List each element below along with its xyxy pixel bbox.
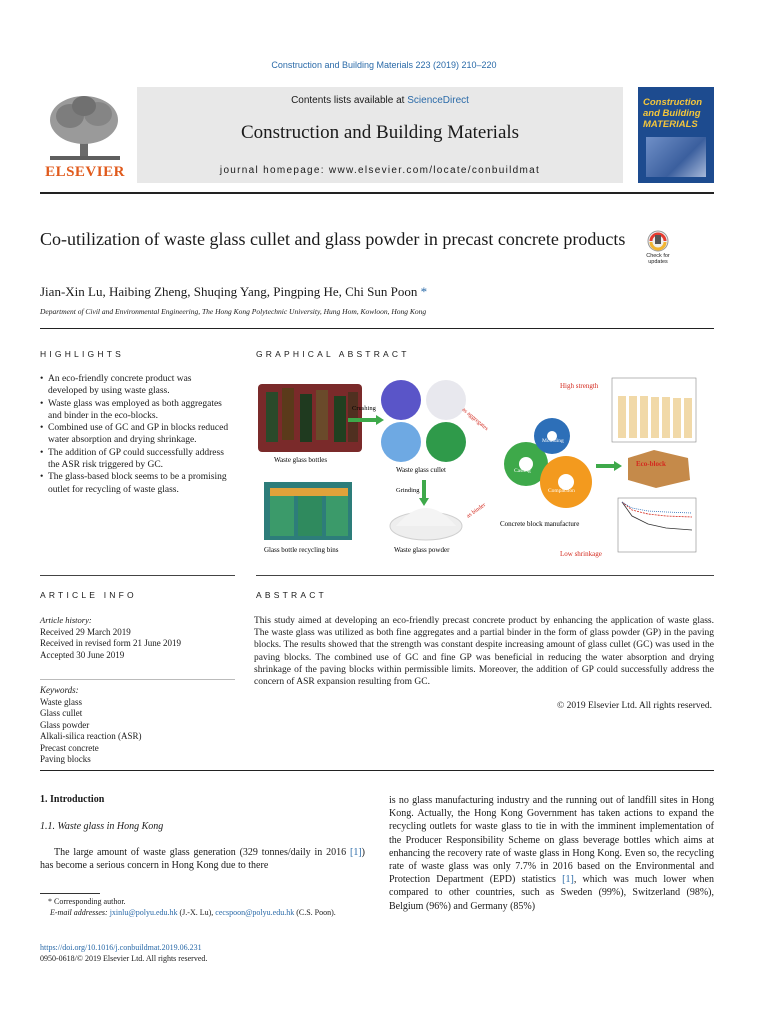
waste-bottles-image (258, 384, 362, 452)
abstract-text: This study aimed at developing an eco-friendly precast concrete product by enhancing the application of waste glass. The waste glass was utilized as both fine aggregates and a partial binder in the form of glass powder (GP) in the paving blocks. The results showed that the strength was constant despite increasing amount of glass cullet (GC) was used in the paving blocks. The combined use of GC and fine GP was beneficial in reducing the water absorption and drying shrinkage of the paving blocks within permissible limits. Moreover, the addition of GP could successfully address the concern of ASR expansion resulting from GC. (254, 616, 714, 688)
doi-link[interactable]: https://doi.org/10.1016/j.conbuildmat.2019.06.231 (40, 943, 202, 952)
body-text: ) has become a serious concern in Hong Kong due to there (40, 847, 365, 872)
email-link[interactable]: jxinlu@polyu.edu.hk (109, 907, 178, 917)
journal-name: Construction and Building Materials (240, 122, 520, 143)
journal-homepage[interactable]: journal homepage: www.elsevier.com/locate/conbuildmat (219, 165, 541, 176)
contents-prefix: Contents lists available at (291, 95, 408, 106)
body-rule (40, 770, 714, 771)
body-column-left (40, 846, 365, 872)
label-high-strength: High strength (560, 382, 599, 390)
article-info-heading: ARTICLE INFO (40, 590, 137, 600)
issn-line: 0950-0618/© 2019 Elsevier Ltd. All rights reserved. (40, 954, 208, 963)
section-rule (40, 575, 235, 576)
list-item: • Waste glass was employed as both aggregates and binder in the eco-blocks. (40, 398, 230, 423)
label-manufacture: Concrete block manufacture (500, 520, 580, 528)
label-as-binder: as binder (465, 502, 488, 520)
history-item: Received in revised form 21 June 2019 (40, 638, 181, 648)
elsevier-logo-text: ELSEVIER (45, 164, 125, 180)
author-list (40, 284, 427, 300)
check-updates-label: Check for updates (646, 253, 670, 265)
sciencedirect-link[interactable]: ScienceDirect (407, 95, 469, 106)
header-rule (40, 192, 714, 194)
doi-block (40, 942, 207, 964)
keyword: Precast concrete (40, 742, 99, 753)
article-title: Co-utilization of waste glass cullet and glass powder in precast concrete products (40, 229, 626, 249)
list-item: • The addition of GP could successfully address the ASR risk triggered by GC. (40, 447, 230, 472)
history-item: Received 29 March 2019 (40, 626, 131, 637)
section-heading: 1. Introduction (40, 794, 105, 805)
recycling-bins-image (264, 482, 352, 540)
shrinkage-line-chart (618, 498, 696, 552)
label-as-aggregates: as aggregates (460, 406, 490, 433)
eco-block-image (628, 450, 690, 488)
body-column-right (389, 794, 714, 913)
keywords (40, 685, 230, 766)
cover-art (646, 137, 706, 177)
highlights-heading: HIGHLIGHTS (40, 349, 124, 359)
list-item: • An eco-friendly concrete product was developed by using waste glass. (40, 373, 230, 398)
footnote-rule (40, 893, 100, 894)
corresponding-note: * Corresponding author. (48, 897, 126, 906)
body-text: , which was much lower when compared to other countries, such as Sweden (99%), Switzerland (98%), Belgium (96%) and Germany (85%) (389, 874, 714, 912)
label-casting: Casting (514, 468, 531, 474)
strength-bar-chart (612, 378, 696, 442)
history-item: Accepted 30 June 2019 (40, 649, 125, 660)
journal-citation[interactable]: Construction and Building Materials 223 (2019) 210–220 (271, 60, 497, 70)
cullet-green-image (426, 422, 466, 462)
body-text: is no glass manufacturing industry and the running out of landfill sites in Hong Kong. Actually, the Hong Kong Government has taken actions to expand the recycling outlets for waste glass to tie in with the imminent implementation of the Producer Responsibility Scheme on glass beverage bottles which aims at enhancing the recovery rate of waste glass in Hong Kong. Even so, the recycling rate of waste glass was only 7.7% in 2016 based on the Environmental and Protection Department (EPD) statistics (389, 795, 714, 886)
label-low-shrinkage: Low shrinkage (560, 550, 602, 558)
cullet-blue-image (381, 422, 421, 462)
affiliation: Department of Civil and Environmental Engineering, The Hong Kong Polytechnic University, Hung Hom, Kowloon, Hong Kong (40, 307, 427, 316)
corresponding-mark[interactable]: * (420, 284, 428, 299)
label-compaction: Compaction (548, 488, 575, 494)
keyword: Glass powder (40, 719, 90, 730)
info-rule (40, 679, 235, 680)
label-eco-block: Eco-block (636, 460, 666, 468)
reference-link[interactable]: [1] (349, 847, 362, 858)
cullet-purple-image (381, 380, 421, 420)
contents-line (137, 95, 623, 106)
keyword: Paving blocks (40, 754, 91, 764)
label-grinding: Grinding (396, 487, 420, 494)
label-crushing: Crushing (352, 405, 376, 412)
list-item: • Combined use of GC and GP in blocks reduced water absorption and drying shrinkage. (40, 422, 230, 447)
email-owner: (C.S. Poon). (294, 907, 336, 917)
label-powder: Waste glass powder (394, 546, 450, 554)
graphical-abstract-heading: GRAPHICAL ABSTRACT (256, 349, 410, 359)
authors: Jian-Xin Lu, Haibing Zheng, Shuqing Yang, Pingping He, Chi Sun Poon (40, 284, 418, 299)
cullet-white-image (426, 380, 466, 420)
abstract-heading: ABSTRACT (256, 590, 327, 600)
email-label: E-mail addresses: (50, 907, 110, 917)
keyword: Waste glass (40, 696, 83, 707)
subsection-heading: 1.1. Waste glass in Hong Kong (40, 821, 164, 832)
email-link[interactable]: cecspoon@polyu.edu.hk (215, 907, 295, 917)
abstract-copyright: © 2019 Elsevier Ltd. All rights reserved. (557, 701, 712, 711)
reference-link[interactable]: [1] (562, 874, 574, 886)
graphical-abstract (256, 370, 712, 560)
title-rule (40, 328, 714, 329)
email-owner: (J.-X. Lu), (177, 907, 216, 917)
keyword: Glass cullet (40, 708, 83, 718)
label-moulding: Moulding (542, 438, 564, 444)
journal-cover[interactable] (638, 87, 714, 183)
cover-title: Construction and Building MATERIALS (643, 97, 703, 130)
keyword: Alkali-silica reaction (ASR) (40, 731, 142, 741)
body-text: The large amount of waste glass generation (329 tonnes/daily in 2016 (54, 847, 350, 858)
history-label: Article history: (40, 615, 92, 625)
keywords-label: Keywords: (40, 685, 79, 695)
section-rule (256, 575, 714, 576)
label-cullet: Waste glass cullet (396, 466, 446, 474)
article-history (40, 615, 230, 661)
list-item: • The glass-based block seems to be a promising outlet for recycling of waste glass. (40, 471, 230, 496)
label-bottles: Waste glass bottles (274, 456, 328, 464)
label-bins: Glass bottle recycling bins (264, 546, 339, 554)
highlights-list (40, 373, 230, 496)
footnote (40, 897, 365, 918)
